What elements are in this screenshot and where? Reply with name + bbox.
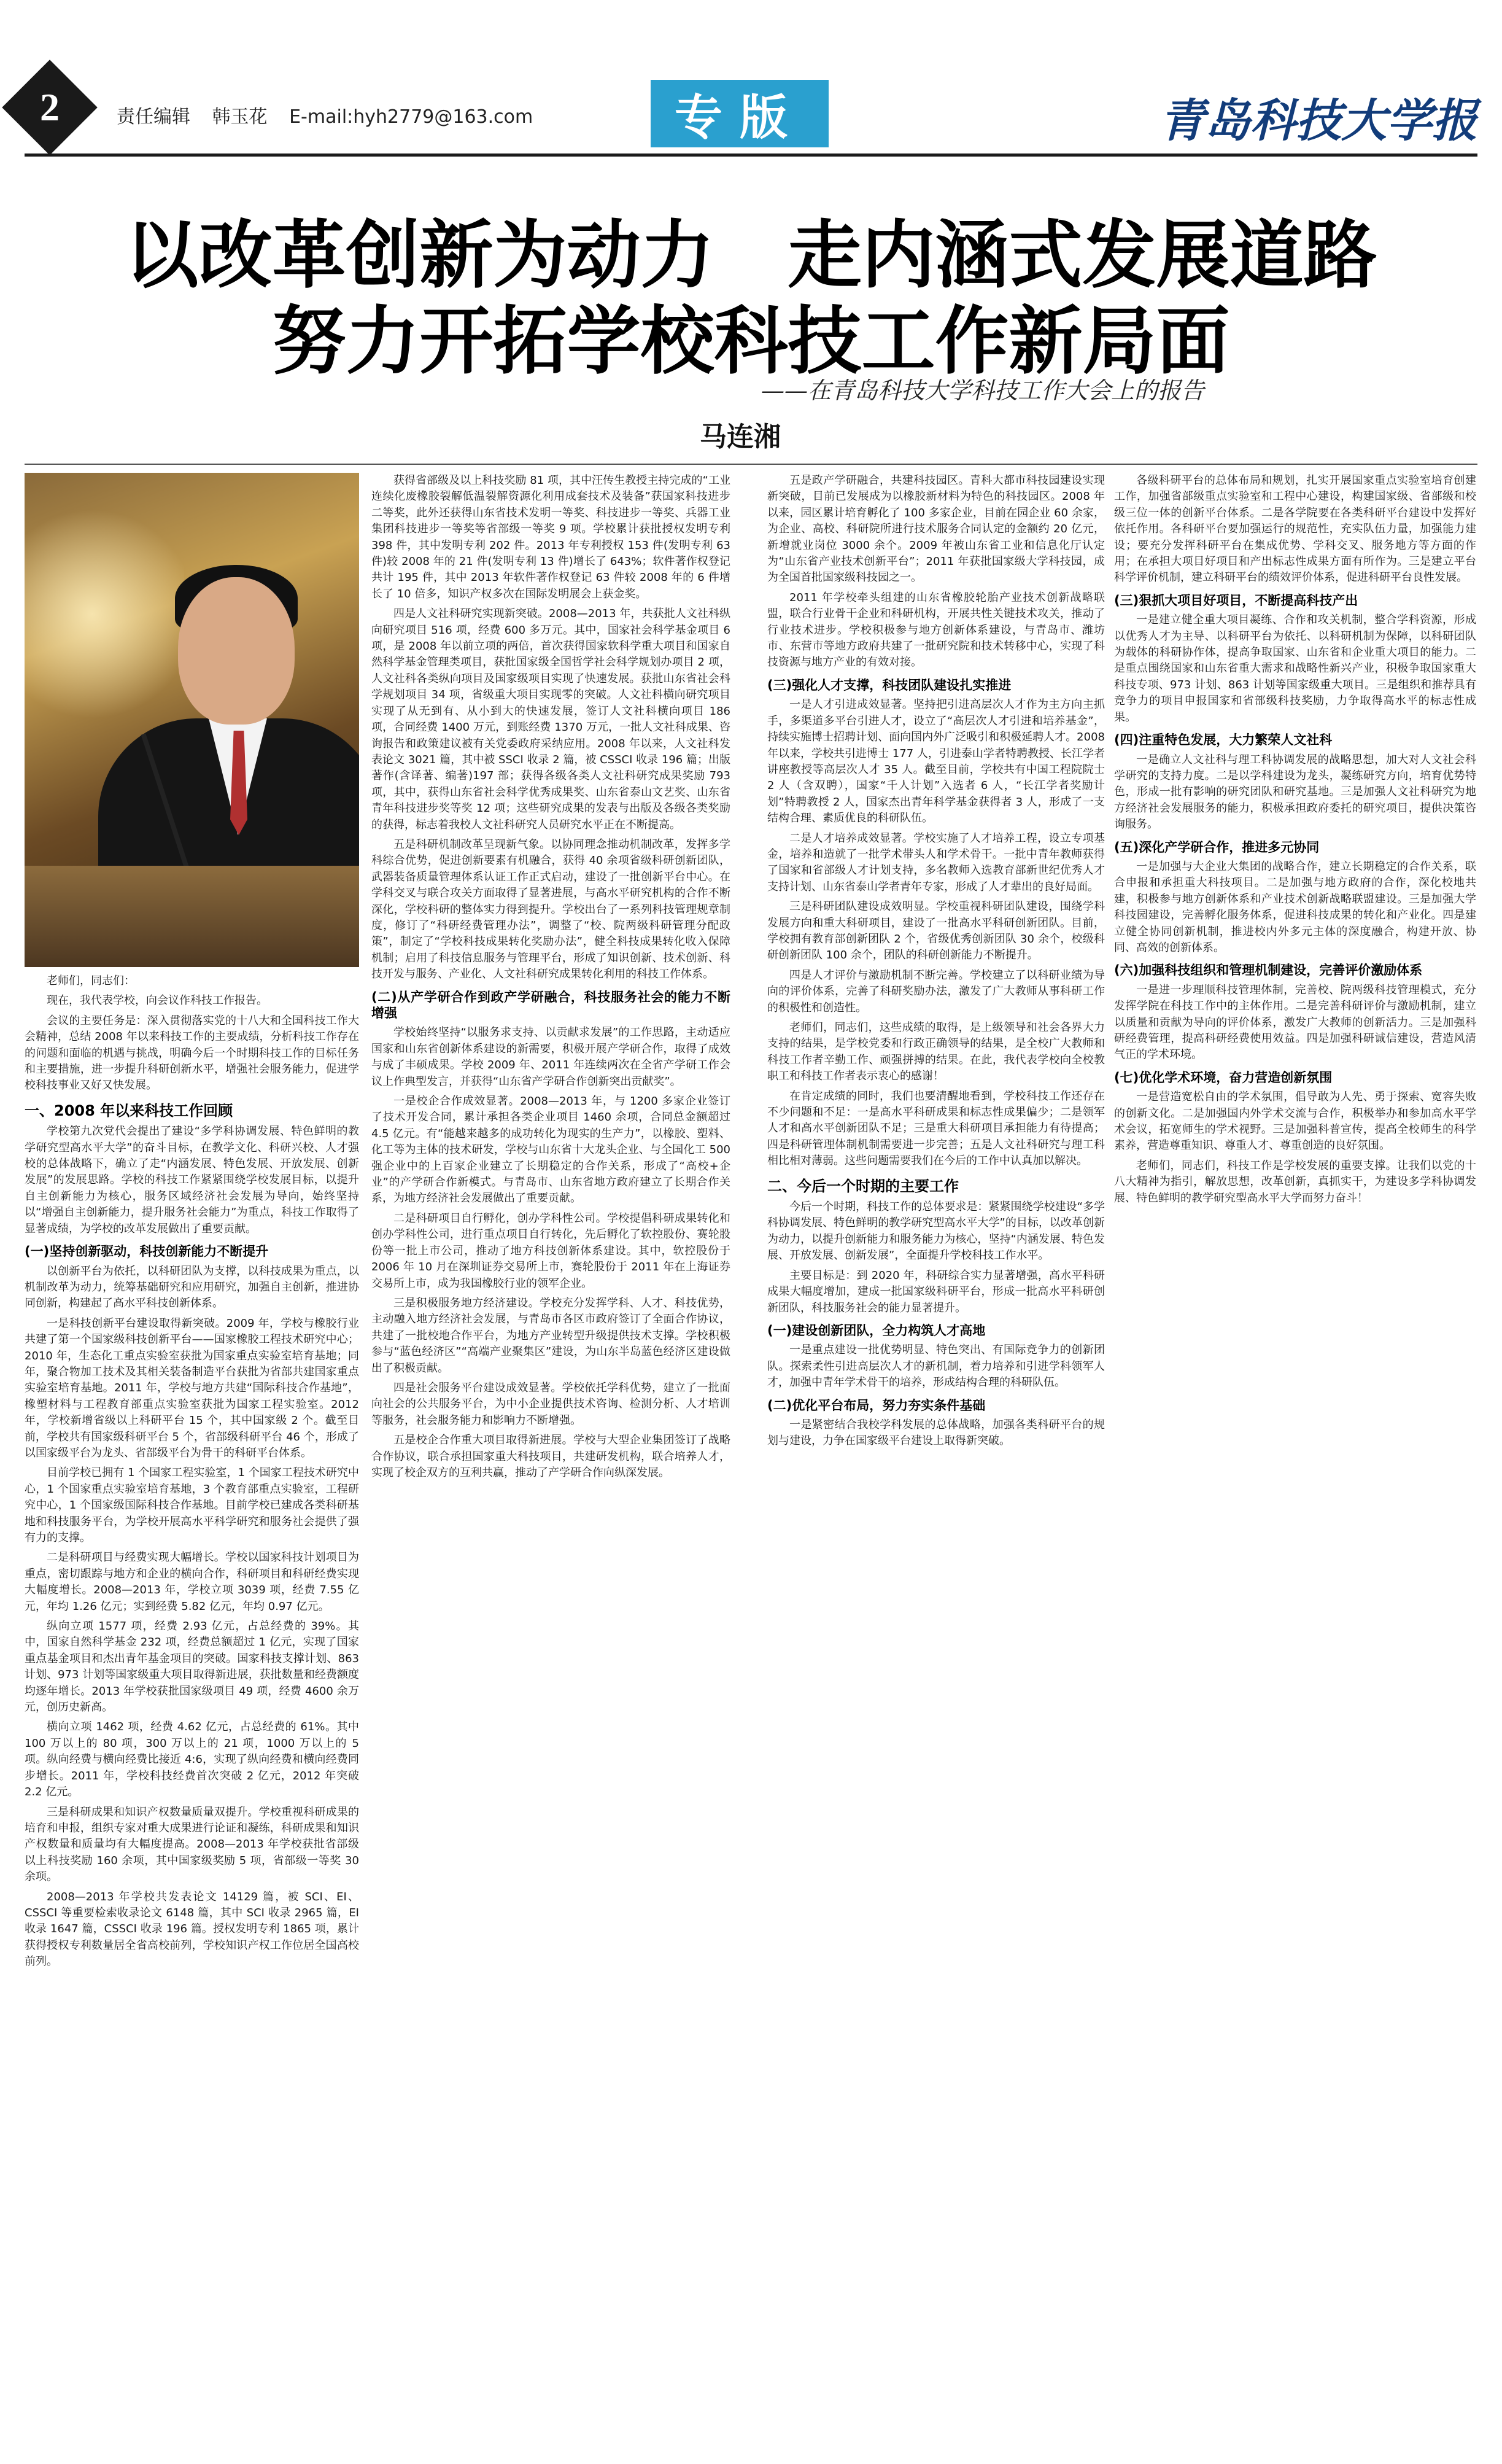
- paragraph: 一是确立人文社科与理工科协调发展的战略思想，加大对人文社会科学研究的支持力度。二是以学科建设为龙头，凝练研究方向，培育优势特色，形成一批有影响的研究团队和研究基地。三是加强人文社科研究为地方经济社会发展服务的能力，积极承担政府委托的研究项目，提供决策咨询服务。: [1114, 753, 1476, 831]
- paragraph: 五是校企合作重大项目取得新进展。学校与大型企业集团签订了战略合作协议，联合承担国家重大科技项目，共建研发机构，联合培养人才，实现了校企双方的互利共赢，推动了产学研合作向纵深发展。: [371, 1434, 730, 1479]
- paragraph: 今后一个时期，科技工作的总体要求是：紧紧围绕学校建设“多学科协调发展、特色鲜明的教学研究型高水平大学”的目标，以改革创新为动力，以提升创新能力和服务能力为核心，坚持“内涵发展、特色发展、开放发展、创新发展”，全面提升学校科技工作水平。: [767, 1200, 1105, 1262]
- paragraph: 五是政产学研融合，共建科技园区。青科大都市科技园建设实现新突破，目前已发展成为以橡胶新材料为特色的科技园区。2008 年以来，园区累计培育孵化了 100 多家企业，目前在园企业 60 余家，为企业、高校、科研院所进行技术服务合同认定的金额约 20 亿元，新增就业岗位 3000 余个。2009 年被山东省工业和信息化厅认定为“山东省产业技术创新平台”；2011 年获批国家级大学科技园，成为全国首批国家级科技园之一。: [767, 474, 1105, 585]
- paragraph: 一是科技创新平台建设取得新突破。2009 年，学校与橡胶行业共建了第一个国家级科技创新平台——国家橡胶工程技术研究中心；2010 年，生态化工重点实验室获批为国家重点实验室培育基地；同年，聚合物加工技术及其相关装备制造平台获批为省部共建国家重点实验室培育基地。2011 年，学校与地方共建“国际科技合作基地”，橡塑材料与工程教育部重点实验室获批为国家工程实验室。2012 年，学校新增省级以上科研平台 15 个，其中国家级 2 个。截至目前，学校共有国家级科研平台 5 个，省部级科研平台 46 个，形成了以国家级平台为龙头、省部级平台为骨干的科研平台体系。: [25, 1316, 359, 1459]
- text-column-2: [371, 473, 730, 2450]
- paragraph: 目前学校已拥有 1 个国家工程实验室，1 个国家工程技术研究中心，1 个国家重点实验室培育基地，3 个教育部重点实验室，工程研究中心，1 个国家级国际科技合作基地。目前学校已建成各类科研基地和科技服务平台，为学校开展高水平科学研究和服务社会提供了强有力的支撑。: [25, 1466, 359, 1544]
- paragraph: 老师们，同志们，科技工作是学校发展的重要支撑。让我们以党的十八大精神为指引，解放思想，改革创新，真抓实干，为建设多学科协调发展、特色鲜明的教学研究型高水平大学而努力奋斗！: [1114, 1159, 1476, 1205]
- paragraph: 二是科研项目与经费实现大幅增长。学校以国家科技计划项目为重点，密切跟踪与地方和企业的横向合作，科研项目和科研经费实现大幅度增长。2008—2013 年，学校立项 3039 项，经费 7.55 亿元，年均 1.26 亿元；实到经费 5.82 亿元，年均 0.97 亿元。: [25, 1551, 359, 1613]
- paragraph: 一是人才引进成效显著。坚持把引进高层次人才作为主方向主抓手，多渠道多平台引进人才，设立了“高层次人才引进和培养基金”，持续实施博士招聘计划、面向国内外广泛吸引和积极延聘人才。2008 年以来，学校共引进博士 177 人，引进泰山学者特聘教授、长江学者讲座教授等高层次人才 35 人。截至目前，学校共有中国工程院院士 2 人（含双聘），国家“千人计划”入选者 6 人，“长江学者奖励计划”特聘教授 2 人，国家杰出青年科学基金获得者 3 人，形成了一支结构合理、素质优良的科研队伍。: [767, 698, 1105, 825]
- paragraph: 现在，我代表学校，向会议作科技工作报告。: [47, 994, 268, 1008]
- paragraph: 获得省部级及以上科技奖励 81 项，其中汪传生教授主持完成的“工业连续化废橡胶裂解低温裂解资源化利用成套技术及装备”获国家科技进步二等奖，此外还获得山东省技术发明一等奖、科技进步一等奖、兵器工业集团科技进步一等奖等省部级一等奖 9 项。学校累计获批授权发明专利 398 件，其中发明专利 202 件。2013 年专利授权 153 件(发明专利 63 件)较 2008 年的 21 件(发明专利 13 件)增长了 643%；软件著作权登记共计 195 件，其中 2013 年软件著作权登记 63 件较 2008 年的 6 件增长了 10 倍多，知识产权多次在国际发明展会上获金奖。: [371, 474, 730, 600]
- editor-info: [117, 101, 549, 128]
- text-column-1: [25, 973, 359, 2450]
- section-heading: (一)建设创新团队，全力构筑人才高地: [767, 1323, 986, 1338]
- section-label: 专版: [651, 80, 829, 147]
- paragraph: 一是建立健全重大项目凝练、合作和攻关机制，整合学科资源，形成以优秀人才为主导、以科研平台为依托、以科研机制为保障，以科研团队为载体的科研协作体，提高争取国家、山东省和企业重大项目的能力。二是重点围绕国家和山东省重大需求和战略性新兴产业，积极争取国家重大科技专项、973 计划、863 计划等国家级重大项目。三是组织和推荐具有竞争力的项目申报国家和省部级科技奖励，力争取得高水平的标志性成果。: [1114, 613, 1476, 724]
- section-heading: (二)从产学研合作到政产学研融合，科技服务社会的能力不断增强: [371, 989, 730, 1020]
- editor-label: 责任编辑: [117, 106, 190, 128]
- title-divider: [25, 464, 1477, 465]
- section-heading: 二、今后一个时期的主要工作: [767, 1177, 959, 1195]
- speaker-photo: [25, 473, 359, 967]
- paragraph: 2011 年学校牵头组建的山东省橡胶轮胎产业技术创新战略联盟，联合行业骨干企业和科研机构，开展共性关键技术攻关，推动了行业技术进步。学校积极参与地方创新体系建设，与青岛市、潍坊市、东营市等地方政府共建了一批研究院和技术转移中心，实现了科技资源与地方产业的有效对接。: [767, 591, 1105, 669]
- headline-part-1: 以改革创新为动力: [125, 213, 714, 298]
- paragraph: 在肯定成绩的同时，我们也要清醒地看到，学校科技工作还存在不少问题和不足：一是高水平科研成果和标志性成果偏少；二是领军人才和高水平创新团队不足；三是重大科研项目承担能力有待提高；四是科研管理体制机制需要进一步完善；五是人文社科研究与理工科相比相对薄弱。这些问题需要我们在今后的工作中认真加以解决。: [767, 1089, 1105, 1168]
- text-column-3: [767, 473, 1105, 2450]
- section-heading: (四)注重特色发展，大力繁荣人文社科: [1114, 733, 1333, 748]
- paragraph: 五是科研机制改革呈现新气象。以协同理念推动机制改革，发挥多学科综合优势，促进创新要素有机融合，获得 40 余项省级科研创新团队，武器装备质量管理体系认证工作正式启动，建设了一批创新平台中心。在学科交叉与联合攻关方面取得了显著进展，与高水平研究机构的合作不断深化，学校科研的整体实力得到提升。学校出台了一系列科技管理规章制度，修订了“科研经费管理办法”，调整了“校、院两级科研管理分配政策”，制定了“学校科技成果转化奖励办法”，健全科技成果转化收入保障机制；启用了科技信息服务与管理平台，形成了知识创新、技术创新、科技开发与服务、产业化、人文社科研究成果转化利用的科技工作体系。: [371, 838, 730, 981]
- paragraph: 老师们，同志们，这些成绩的取得，是上级领导和社会各界大力支持的结果，是学校党委和行政正确领导的结果，是全校广大教师和科技工作者辛勤工作、顽强拼搏的结果。在此，我代表学校向全校教职工和科技工作者表示衷心的感谢！: [767, 1021, 1105, 1083]
- paragraph: 2008—2013 年学校共发表论文 14129 篇，被 SCI、EI、CSSCI 等重要检索收录论文 6148 篇，其中 SCI 收录 2965 篇，EI 收录 1647 篇，CSSCI 收录 196 篇。授权发明专利 1865 项，累计获得授权专利数量居全省高校前列，学校知识产权工作位居全国高校前列。: [25, 1890, 359, 1968]
- page-number: 2: [40, 85, 60, 129]
- section-heading: (七)优化学术环境，奋力营造创新氛围: [1114, 1070, 1333, 1085]
- article-author: 马连湘: [700, 421, 781, 453]
- section-heading: (六)加强科技组织和管理机制建设，完善评价激励体系: [1114, 963, 1423, 978]
- paragraph: 一是进一步理顺科技管理体制，完善校、院两级科技管理模式，充分发挥学院在科技工作中的主体作用。二是完善科研评价与激励机制，建立以质量和贡献为导向的评价体系，激发广大教师的创新活力。三是加强科研经费管理，提高科研经费使用效益。四是加强科研诚信建设，营造风清气正的学术环境。: [1114, 983, 1476, 1062]
- paragraph: 横向立项 1462 项，经费 4.62 亿元，占总经费的 61%。其中 100 万以上的 80 项，300 万以上的 21 项，1000 万以上的 5 项。纵向经费与横向经费比接近 4:6，实现了纵向经费和横向经费同步增长。2011 年，学校科技经费首次突破 2 亿元，2012 年突破 2.2 亿元。: [25, 1720, 359, 1799]
- paragraph: 三是积极服务地方经济建设。学校充分发挥学科、人才、科技优势，主动融入地方经济社会发展，与青岛市各区市政府签订了全面合作协议，共建了一批校地合作平台，为地方产业转型升级提供技术支撑。学校积极参与“蓝色经济区”“高端产业聚集区”建设，为山东半岛蓝色经济区建设做出了积极贡献。: [371, 1296, 730, 1375]
- text-column-4: [1114, 473, 1476, 2450]
- paragraph: 老师们，同志们：: [47, 974, 135, 987]
- paragraph: 一是紧密结合我校学科发展的总体战略，加强各类科研平台的规划与建设，力争在国家级平台建设上取得新突破。: [767, 1418, 1105, 1448]
- section-heading: (三)强化人才支撑，科技团队建设扎实推进: [767, 677, 1012, 693]
- paragraph: 四是人才评价与激励机制不断完善。学校建立了以科研业绩为导向的评价体系，完善了科研奖励办法，激发了广大教师从事科研工作的积极性和创造性。: [767, 968, 1105, 1014]
- editor-name: 韩玉花: [212, 106, 268, 128]
- paragraph: 一是重点建设一批优势明显、特色突出、有国际竞争力的创新团队。探索柔性引进高层次人才的新机制，着力培养和引进学科领军人才，加强中青年学术骨干的培养，形成结构合理的科研队伍。: [767, 1343, 1105, 1389]
- paragraph: 会议的主要任务是：深入贯彻落实党的十八大和全国科技工作大会精神，总结 2008 年以来科技工作的主要成绩，分析科技工作存在的问题和面临的机遇与挑战，明确今后一个时期科技工作的目标任务和主要措施，进一步提升科研创新水平，增强社会服务能力，促进学校科技事业又好又快发展。: [25, 1014, 359, 1092]
- section-heading: 一、2008 年以来科技工作回顾: [25, 1102, 233, 1119]
- paragraph: 三是科研团队建设成效明显。学校重视科研团队建设，围绕学科发展方向和重大科研项目，建设了一批高水平科研创新团队。目前，学校拥有教育部创新团队 2 个，省级优秀创新团队 30 余个，校级科研创新团队 100 余个，团队的科研创新能力不断提升。: [767, 900, 1105, 962]
- paragraph: 一是加强与大企业大集团的战略合作，建立长期稳定的合作关系，联合申报和承担重大科技项目。二是加强与地方政府的合作，深化校地共建，积极参与地方创新体系和产业技术创新战略联盟建设。三是加强大学科技园建设，完善孵化服务体系，促进科技成果的转化和产业化。四是建立健全协同创新机制，推进校内外多元主体的深度融合，构建开放、协同、高效的创新体系。: [1114, 860, 1476, 954]
- paragraph: 纵向立项 1577 项，经费 2.93 亿元，占总经费的 39%。其中，国家自然科学基金 232 项，经费总额超过 1 亿元，实现了国家重点基金项目和杰出青年基金项目的突破。国家科技支撑计划、863 计划、973 计划等国家级重大项目取得新进展，获批数量和经费额度均逐年增长。2013 年学校获批国家级项目 49 项，经费 4600 余万元，创历史新高。: [25, 1620, 359, 1714]
- paragraph: 学校始终坚持“以服务求支持、以贡献求发展”的工作思路，主动适应国家和山东省创新体系建设的新需要，积极开展产学研合作，取得了成效与成了丰硕成果。学校 2009 年、2011 年连续两次在全省产学研工作会议上作典型发言，并获得“山东省产学研合作创新突出贡献奖”。: [371, 1026, 730, 1088]
- page-header: [0, 0, 1502, 160]
- headline-part-2: 走内涵式发展道路: [788, 213, 1377, 298]
- paragraph: 四是人文社科研究实现新突破。2008—2013 年，共获批人文社科纵向研究项目 516 项，经费 600 多万元。其中，国家社会科学基金项目 6 项，是 2008 年以前立项的两倍，首次获得国家软科学重大项目和国家自然科学基金管理类项目，获批国家级全国哲学社会科学规划办项目 2 项，人文社科各类纵向项目及国家级项目实现了快速发展。获批山东省社会科学规划项目 34 项，省级重大项目实现零的突破。人文社科横向研究项目实现了从无到有、从小到大的快速发展，签订人文社科横向项目 186 项，合同经费 1400 万元，到账经费 1370 万元，一批人文社科成果、咨询报告和政策建议被有关党委政府采纳应用。2008 年以来，人文社科发表论文 3021 篇，其中被 SSCI 收录 2 篇，被 CSSCI 收录 196 篇；出版著作(含译著、编著)197 部；获得各级各类人文社科研究成果奖励 793 项，其中，获得山东省社会科学优秀成果奖、山东省泰山文艺奖、山东省青年科技进步奖等奖 12 项；这些研究成果的发表与出版及各级各类奖励的获得，标志着我校人文社科研究人员研究水平正在不断提高。: [371, 607, 730, 831]
- section-heading: (一)坚持创新驱动，科技创新能力不断提升: [25, 1244, 269, 1259]
- paragraph: 一是校企合作成效显著。2008—2013 年，与 1200 多家企业签订了技术开发合同，累计承担各类企业项目 1460 余项，合同总金额超过 4.5 亿元。有“能越来越多的成功转化为现实的生产力”，以橡胶、塑料、化工等为主体的技术研发，学校与山东省十大龙头企业、与全国化工 500 强企业中的上百家企业建立了长期稳定的合作关系，形成了“高校+企业”的产学研合作新模式。与青岛市、山东省地方政府建立了长期合作关系，为地方经济社会发展做出了重要贡献。: [371, 1095, 730, 1205]
- section-heading: (三)狠抓大项目好项目，不断提高科技产出: [1114, 593, 1358, 608]
- paragraph: 四是社会服务平台建设成效显著。学校依托学科优势，建立了一批面向社会的公共服务平台，为中小企业提供技术咨询、检测分析、人才培训等服务，社会服务能力和影响力不断增强。: [371, 1381, 730, 1427]
- paragraph: 二是人才培养成效显著。学校实施了人才培养工程，设立专项基金，培养和造就了一批学术带头人和学术骨干。一批中青年教师获得了国家和省部级人才计划支持，多名教师入选教育部新世纪优秀人才支持计划、山东省泰山学者青年专家，形成了人才辈出的良好局面。: [767, 831, 1105, 893]
- section-heading: (二)优化平台布局，努力夯实条件基础: [767, 1397, 986, 1413]
- paragraph: 一是营造宽松自由的学术氛围，倡导敢为人先、勇于探索、宽容失败的创新文化。二是加强国内外学术交流与合作，积极举办和参加高水平学术会议，拓宽师生的学术视野。三是加强科普宣传，提高全校师生的科学素养，营造尊重知识、尊重人才、尊重创造的良好氛围。: [1114, 1090, 1476, 1152]
- header-divider: [25, 154, 1477, 157]
- editor-email: E-mail:hyh2779@163.com: [289, 106, 533, 128]
- section-heading: (五)深化产学研合作，推进多元协同: [1114, 839, 1320, 855]
- paragraph: 以创新平台为依托，以科研团队为支撑，以科技成果为重点，以机制改革为动力，统筹基础研究和应用研究，加强自主创新，推进协同创新，构建起了高水平科技创新体系。: [25, 1264, 359, 1310]
- headline-line-2: 努力开拓学校科技工作新局面: [272, 299, 1230, 384]
- paragraph: 三是科研成果和知识产权数量质量双提升。学校重视科研成果的培育和申报，组织专家对重大成果进行论证和凝练，科研成果和知识产权数量和质量均有大幅度提高。2008—2013 年学校获批省部级以上科技奖励 160 余项，其中国家级奖励 5 项，省部级一等奖 30 余项。: [25, 1805, 359, 1884]
- paragraph: 二是科研项目自行孵化，创办学科性公司。学校提倡科研成果转化和创办学科性公司，进行重点项目自行转化，先后孵化了软控股份、赛轮股份等一批上市公司，推动了地方科技创新体系建设。其中，软控股份于 2006 年 10 月在深圳证券交易所上市，赛轮股份于 2011 年在上海证券交易所上市，成为我国橡胶行业的领军企业。: [371, 1211, 730, 1290]
- paragraph: 主要目标是：到 2020 年，科研综合实力显著增强，高水平科研成果大幅度增加，建成一批国家级科研平台，形成一批高水平科研创新团队，科技服务社会的能力显著提升。: [767, 1269, 1105, 1315]
- paragraph: 学校第九次党代会提出了建设“多学科协调发展、特色鲜明的教学研究型高水平大学”的奋斗目标，在教学文化、科研兴校、人才强校的总体战略下，确立了走“内涵发展、特色发展、开放发展、创新发展”的发展思路。学校的科技工作紧紧围绕学校发展目标，以提升自主创新能力为核心，服务区域经济社会发展为导向，始终坚持以“增强自主创新能力，提升服务社会能力”为重点，科技工作取得了显著成绩，为学校的改革发展做出了重要贡献。: [25, 1125, 359, 1235]
- article-subtitle: ——在青岛科技大学科技工作大会上的报告: [761, 377, 1205, 404]
- newspaper-masthead: 青岛科技大学报: [1159, 95, 1477, 147]
- paragraph: 各级科研平台的总体布局和规划，扎实开展国家重点实验室培育创建工作，加强省部级重点实验室和工程中心建设，构建国家级、省部级和校级三位一体的创新平台体系。二是各学院要在各类科研平台建设中发挥好依托作用。各科研平台要加强运行的规范性，充实队伍力量，加强能力建设；要充分发挥科研平台在集成优势、学科交叉、服务地方等方面的作用；在承担大项目好项目和产出标志性成果方面有所作为。三是建立平台科学评价机制，建立科研平台的绩效评价体系，促进科研平台良性发展。: [1114, 474, 1476, 585]
